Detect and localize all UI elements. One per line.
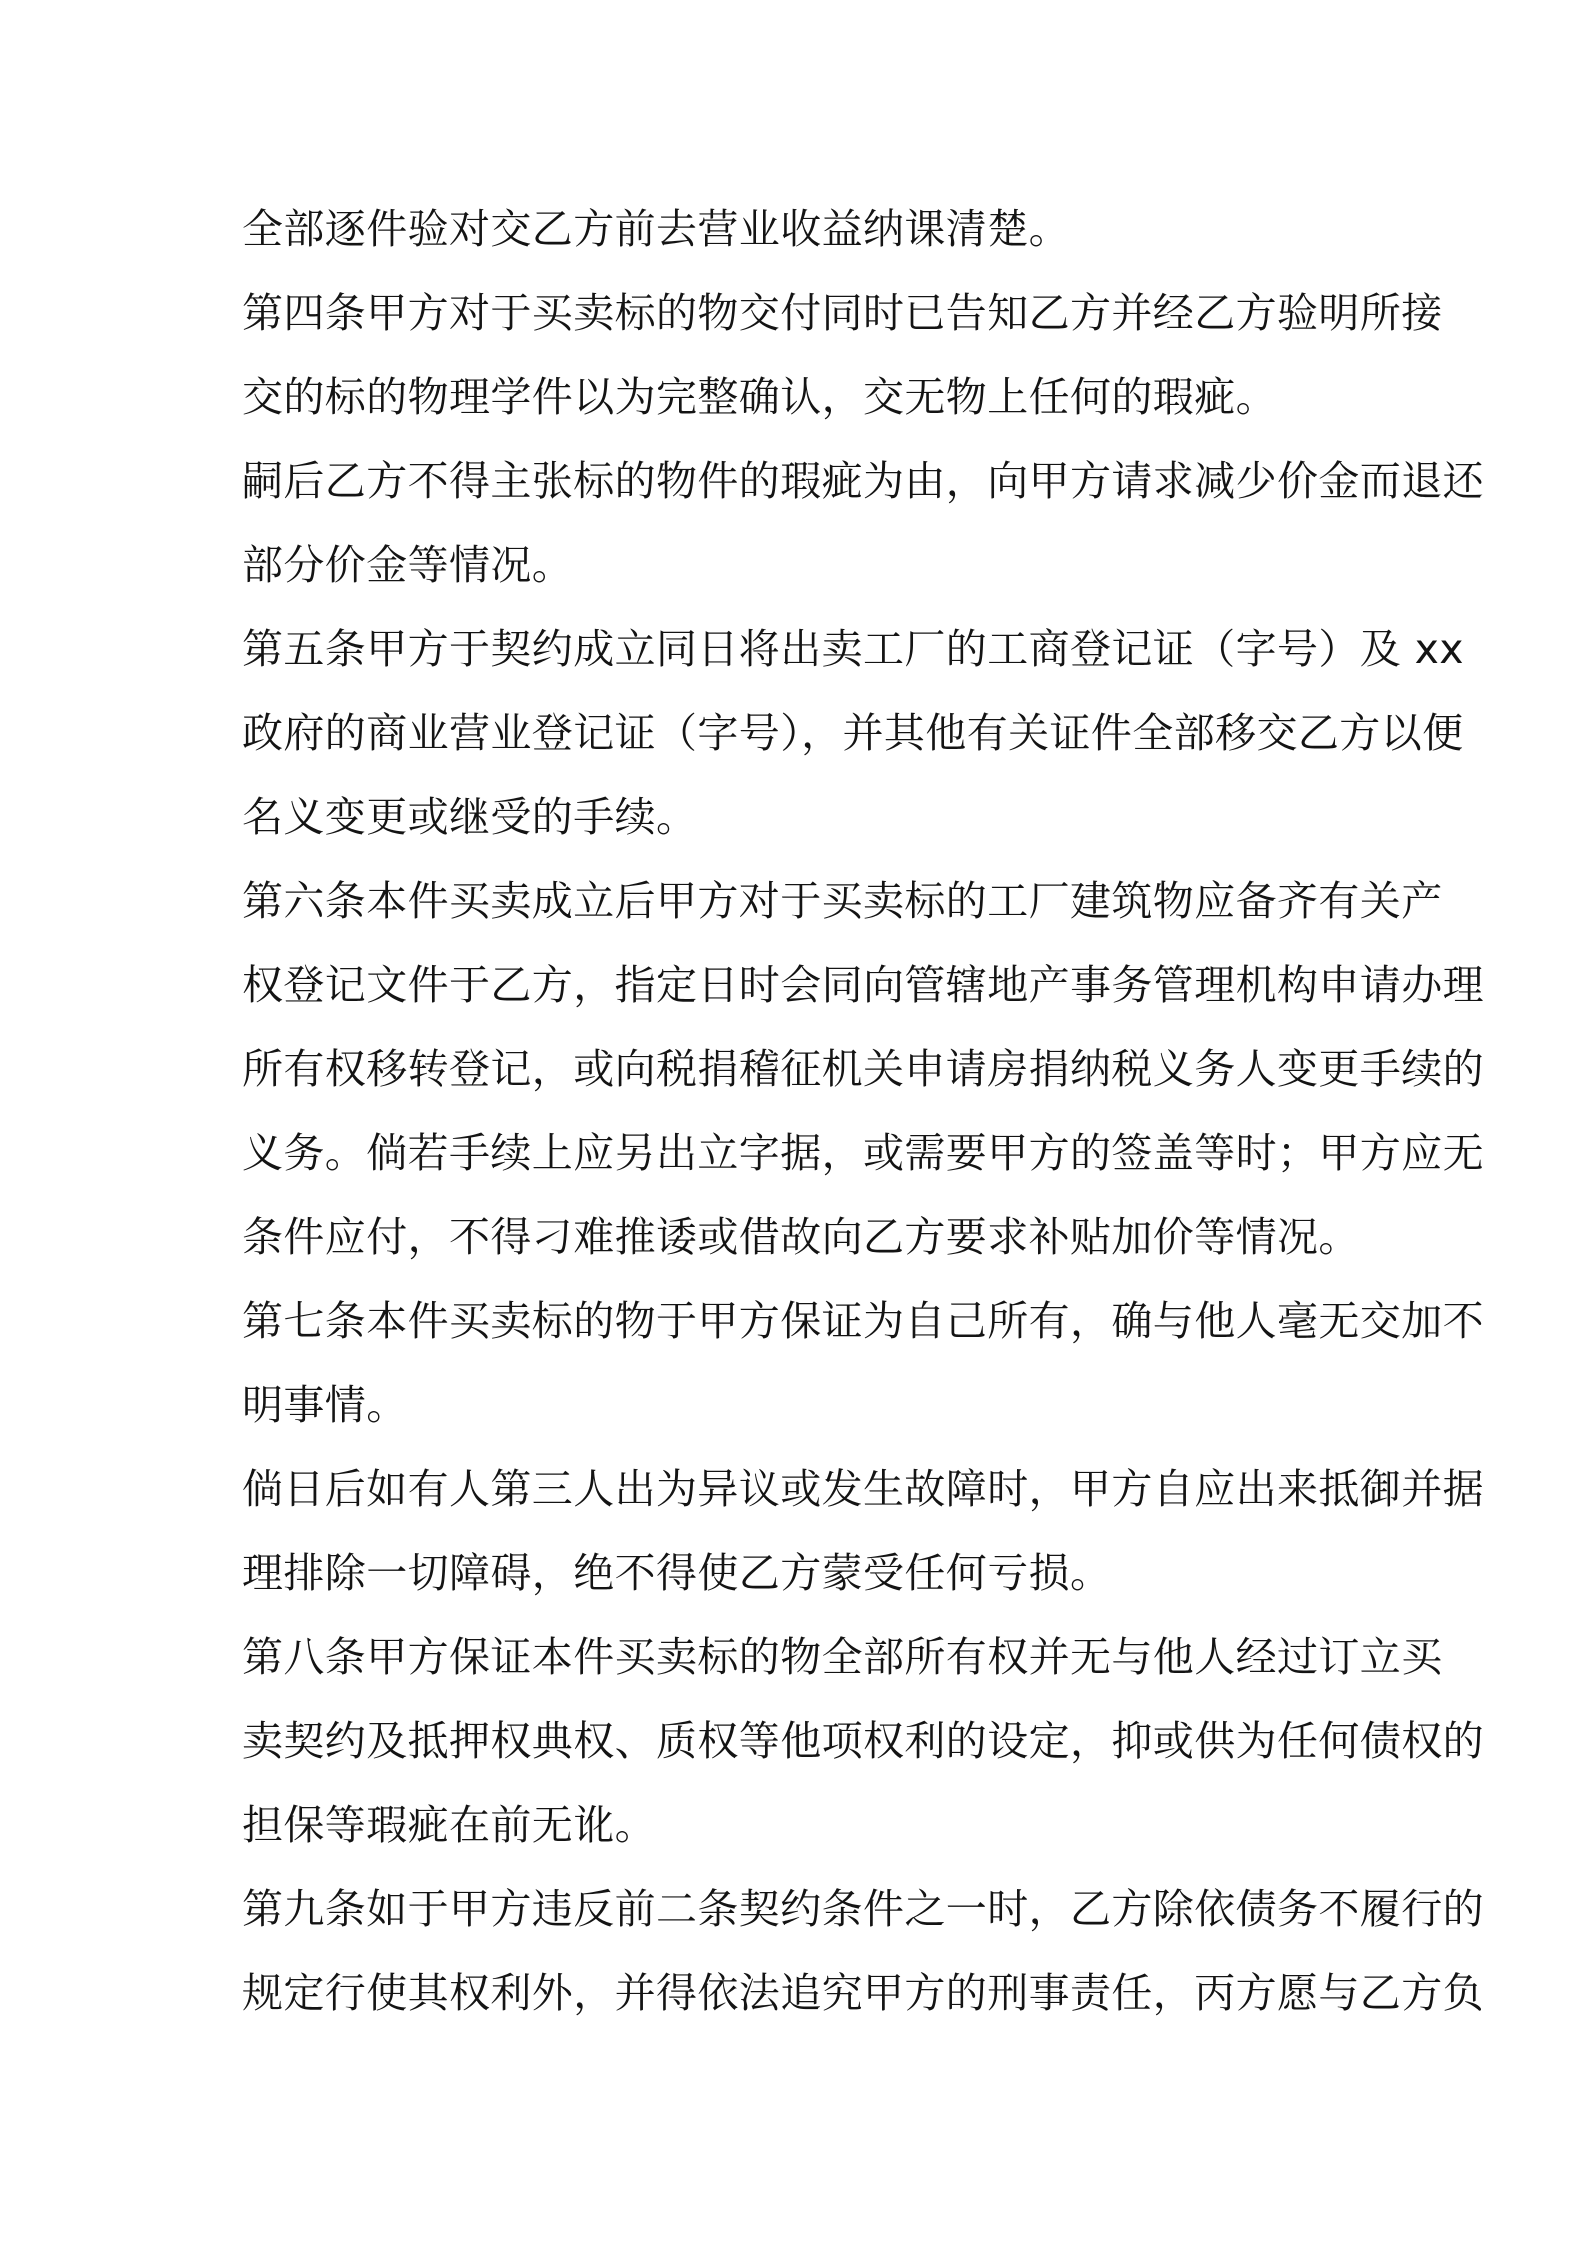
text-line: 担保等瑕疵在前无讹。 [242, 1801, 656, 1849]
text-line: 第四条甲方对于买卖标的物交付同时已告知乙方并经乙方验明所接 [242, 289, 1443, 337]
text-line: 规定行使其权利外，并得依法追究甲方的刑事责任，丙方愿与乙方负 [242, 1969, 1484, 2017]
text-line: 义务。倘若手续上应另出立字据，或需要甲方的签盖等时；甲方应无 [242, 1129, 1484, 1177]
text-line: 理排除一切障碍，绝不得使乙方蒙受任何亏损。 [242, 1549, 1112, 1597]
contract-body-text [242, 196, 1484, 2044]
text-line: 第六条本件买卖成立后甲方对于买卖标的工厂建筑物应备齐有关产 [242, 877, 1443, 925]
text-line: 第八条甲方保证本件买卖标的物全部所有权并无与他人经过订立买 [242, 1633, 1443, 1681]
text-line: 权登记文件于乙方，指定日时会同向管辖地产事务管理机构申请办理 [242, 961, 1484, 1009]
text-line: 明事情。 [242, 1381, 408, 1429]
text-line: 条件应付，不得刁难推诿或借故向乙方要求补贴加价等情况。 [242, 1213, 1360, 1261]
text-line: 部分价金等情况。 [242, 541, 574, 589]
text-line: 嗣后乙方不得主张标的物件的瑕疵为由，向甲方请求减少价金而退还 [242, 457, 1484, 505]
text-line: 倘日后如有人第三人出为异议或发生故障时，甲方自应出来抵御并据 [242, 1465, 1484, 1513]
text-line: 名义变更或继受的手续。 [242, 793, 698, 841]
text-line: 第九条如于甲方违反前二条契约条件之一时，乙方除依债务不履行的 [242, 1885, 1484, 1933]
text-line: 卖契约及抵押权典权、质权等他项权利的设定，抑或供为任何债权的 [242, 1717, 1484, 1765]
text-line: 第五条甲方于契约成立同日将出卖工厂的工商登记证（字号）及 xx [242, 625, 1464, 673]
text-line: 所有权移转登记，或向税捐稽征机关申请房捐纳税义务人变更手续的 [242, 1045, 1484, 1093]
text-line: 第七条本件买卖标的物于甲方保证为自己所有，确与他人毫无交加不 [242, 1297, 1484, 1345]
text-line: 交的标的物理学件以为完整确认，交无物上任何的瑕疵。 [242, 373, 1277, 421]
text-line: 全部逐件验对交乙方前去营业收益纳课清楚。 [242, 205, 1070, 253]
text-line: 政府的商业营业登记证（字号），并其他有关证件全部移交乙方以便 [242, 709, 1464, 757]
